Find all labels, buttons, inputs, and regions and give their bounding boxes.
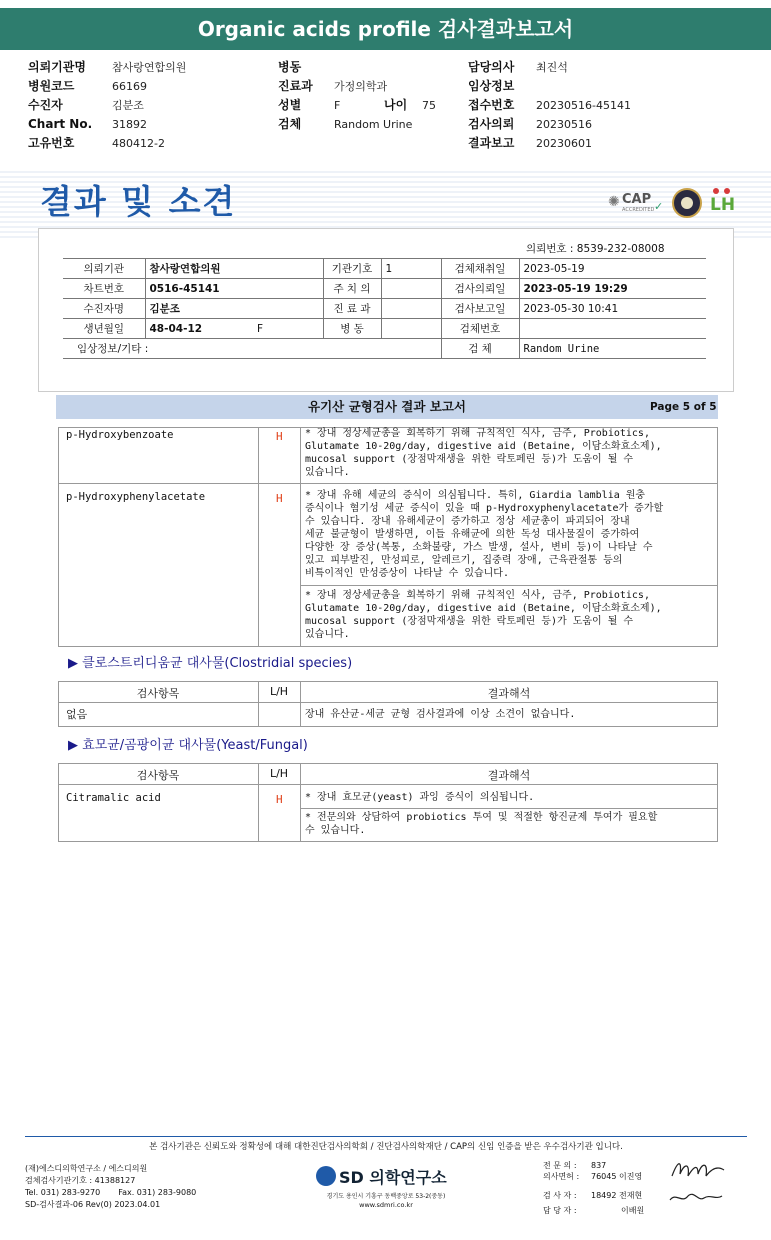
footer-center-logo [312, 1163, 460, 1211]
info-value: 김분조 [145, 299, 323, 319]
age-label: 나이 [384, 98, 408, 112]
report-banner-title: Organic acids profile 검사결과보고서 [0, 8, 771, 50]
column-header-item: 검사항목 [136, 769, 180, 782]
request-no-value: 8539-232-08008 [576, 243, 665, 255]
high-flag: H [276, 492, 283, 505]
footer-lab-name: (재)에스디의학연구소 / 에스디의원 [25, 1164, 148, 1173]
sig-value: 837 [591, 1161, 607, 1170]
cap-logo-sub: ACCREDITED [622, 207, 655, 213]
header-col2 [278, 56, 436, 132]
result-line: * 장내 정상세균총을 회복하기 위해 규칙적인 식사, 금주, Probiotics, [305, 428, 650, 439]
result-line: * 전문의와 상담하여 probiotics 투여 및 적절한 항진균제 투여가 필요할 [305, 812, 658, 823]
header-label: 임상정보 [468, 79, 515, 93]
age-value: 75 [422, 99, 436, 112]
info-value: 2023-05-19 [519, 259, 706, 279]
cap-logo [606, 190, 664, 216]
info-row [63, 319, 706, 339]
page-indicator: Page 5 of 5 [650, 401, 717, 413]
sd-logo-text: SD 의학연구소 [339, 1168, 447, 1187]
info-value [381, 279, 441, 299]
lab-logo-icon [709, 188, 735, 216]
table-divider [300, 808, 718, 809]
header-value: 20230516-45141 [536, 99, 631, 112]
header-col1 [28, 56, 186, 151]
header-label: 고유번호 [28, 136, 75, 150]
request-no-label: 의뢰번호 [526, 243, 567, 255]
result-line: 수 있습니다. 장내 유해세균이 증가하고 정상 세균총이 파괴되어 장내 [305, 516, 630, 527]
result-line: 있고 피부발진, 만성피로, 알레르기, 집중력 장애, 근육관절통 등의 [305, 555, 623, 566]
result-line: 수 있습니다. [305, 825, 366, 836]
result-line: 증식이나 혐기성 세균 증식이 있을 때 p-Hydroxyphenylacetate가 증가할 [305, 503, 664, 514]
info-label: 수진자명 [63, 299, 145, 319]
header-value: 20230516 [536, 118, 592, 131]
info-label: 검체채취일 [441, 259, 519, 279]
column-header-result: 결과해석 [487, 687, 531, 700]
header-value: F [334, 99, 341, 112]
result-line: 있습니다. [305, 467, 350, 478]
table-divider [58, 702, 718, 703]
info-label: 진 료 과 [323, 299, 381, 319]
footer-divider [25, 1136, 747, 1137]
info-row [63, 279, 706, 299]
result-line: 있습니다. [305, 629, 350, 640]
header-label: 접수번호 [468, 98, 515, 112]
result-line: * 장내 효모균(yeast) 과잉 증식이 의심됩니다. [305, 792, 535, 803]
lab-logo-text: LH [710, 195, 736, 215]
footer-doc-code: SD-검사결과-06 Rev(0) 2023.04.01 [25, 1200, 161, 1209]
column-header-result: 결과해석 [487, 769, 531, 782]
header-label: 검체 [278, 117, 302, 131]
info-label: 의뢰기관 [63, 259, 145, 279]
info-label: 검사보고일 [441, 299, 519, 319]
column-header-lh: L/H [269, 767, 289, 780]
header-value: 480412-2 [112, 137, 165, 150]
footer-signatures [543, 1160, 663, 1217]
header-label: 병동 [278, 60, 302, 74]
info-label: 검사의뢰일 [441, 279, 519, 299]
table-divider [258, 427, 259, 646]
column-header-lh: L/H [269, 685, 289, 698]
patient-info-table [63, 258, 706, 359]
info-value: 2023-05-19 19:29 [519, 279, 706, 299]
header-label: 병원코드 [28, 79, 75, 93]
result-line: mucosal support (장점막재생을 위한 락토페린 등)가 도움이 될 수 [305, 454, 634, 465]
header-label: 의뢰기관명 [28, 60, 86, 74]
info-label: 기관기호 [323, 259, 381, 279]
header-value: 66169 [112, 80, 147, 93]
footer-address: 경기도 용인시 기흥구 동백중앙로 53-2(중동) [326, 1193, 446, 1200]
footer-contact [25, 1187, 196, 1199]
sig-value: 이배원 [621, 1206, 645, 1215]
sig-value: 76045 이진영 [591, 1172, 643, 1181]
result-interpretation [305, 427, 715, 479]
header-label: 수진자 [28, 98, 63, 112]
info-value: 1 [381, 259, 441, 279]
header-label: 성별 [278, 98, 302, 112]
info-value: 48-04-12 [145, 319, 253, 339]
info-row [63, 259, 706, 279]
results-title: 결과 및 소견 [40, 182, 237, 221]
cap-check-icon: ✺ [608, 194, 620, 210]
info-value: F [253, 319, 323, 339]
table-divider [58, 784, 718, 785]
info-label: 검 체 [441, 339, 519, 359]
result-interpretation [305, 489, 715, 580]
info-value: 2023-05-30 10:41 [519, 299, 706, 319]
info-label: 병 동 [323, 319, 381, 339]
table-divider [300, 585, 718, 586]
info-row [63, 299, 706, 319]
info-label: 검체번호 [441, 319, 519, 339]
footer-left [25, 1163, 196, 1211]
high-flag: H [276, 793, 283, 806]
result-line: Glutamate 10-20g/day, digestive aid (Betaine, 이담소화효소제), [305, 441, 662, 452]
info-label: 임상정보/기타 : [63, 339, 381, 359]
header-value: 참사랑연합의원 [112, 61, 187, 74]
footer-fax: Fax. 031) 283-9080 [118, 1188, 197, 1197]
header-label: 진료과 [278, 79, 313, 93]
request-number: 의뢰번호 : 8539-232-08008 [526, 243, 665, 255]
result-line: 비특이적인 만성증상이 나타날 수 있습니다. [305, 568, 509, 579]
info-value [381, 299, 441, 319]
header-label: 담당의사 [468, 60, 515, 74]
header-value: 31892 [112, 118, 147, 131]
info-value: 0516-45141 [145, 279, 323, 299]
info-label: 생년월일 [63, 319, 145, 339]
sig-label: 검 사 자 : [543, 1191, 577, 1200]
table-row: p-Hydroxyphenylacetate [66, 491, 206, 503]
signature-image-2 [666, 1188, 726, 1208]
checkmark-icon: ✓ [654, 200, 664, 213]
header-label: Chart No. [28, 117, 93, 131]
cap-logo-text: CAP [622, 192, 652, 207]
seal-logo-icon [672, 188, 702, 218]
sig-label: 의사면허 : [543, 1172, 580, 1181]
footer-notice: 본 검사기관은 신뢰도와 정확성에 대해 대한진단검사의학회 / 진단검사의학재단 / CAP의 신임 인증을 받은 우수검사기관 입니다. [149, 1142, 623, 1152]
result-interpretation [305, 589, 715, 641]
info-value: Random Urine [519, 339, 706, 359]
result-line: 다양한 장 증상(복통, 소화불량, 가스 발생, 설사, 변비 등)이 나타날 수 [305, 542, 653, 553]
sig-value: 18492 전재현 [591, 1191, 643, 1200]
table-row: 없음 [66, 708, 88, 721]
header-value: Random Urine [334, 118, 413, 131]
sd-logo-icon [316, 1166, 336, 1186]
header-value: 김분조 [112, 99, 144, 112]
info-value [381, 319, 441, 339]
section-heading-yeast: ▶ 효모균/곰팡이균 대사물(Yeast/Fungal) [68, 738, 308, 753]
header-value: 최진석 [536, 61, 568, 74]
info-value [381, 339, 441, 359]
result-line: Glutamate 10-20g/day, digestive aid (Betaine, 이담소화효소제), [305, 603, 662, 614]
report-title: 유기산 균형검사 결과 보고서 [308, 399, 466, 414]
table-row: p-Hydroxybenzoate [66, 429, 174, 441]
result-line: 세균 불균형이 발생하면, 이들 유해균에 의한 독성 대사물질이 증가하여 [305, 529, 640, 540]
table-row: Citramalic acid [66, 792, 161, 804]
table-divider [58, 483, 718, 484]
result-interpretation [305, 811, 715, 837]
result-line: mucosal support (장점막재생을 위한 락토페린 등)가 도움이 될 수 [305, 616, 634, 627]
header-label: 검사의뢰 [468, 117, 515, 131]
footer-lab-code: 검체검사기관기호 : 41388127 [25, 1176, 136, 1185]
info-label: 차트번호 [63, 279, 145, 299]
info-row [63, 339, 706, 359]
result-line: * 장내 유해 세균의 증식이 의심됩니다. 특히, Giardia lamblia 원충 [305, 490, 646, 501]
header-value: 가정의학과 [334, 80, 388, 93]
high-flag: H [276, 430, 283, 443]
table-divider [300, 427, 301, 646]
signature-image-1 [668, 1156, 728, 1184]
result-line: * 장내 정상세균총을 회복하기 위해 규칙적인 식사, 금주, Probiotics, [305, 590, 650, 601]
info-value [519, 319, 706, 339]
column-header-item: 검사항목 [136, 687, 180, 700]
footer-website: www.sdmri.co.kr [359, 1201, 413, 1209]
section-heading-clostridia: ▶ 클로스트리디움균 대사물(Clostridial species) [68, 656, 353, 671]
footer-tel: Tel. 031) 283-9270 [25, 1188, 101, 1197]
sig-label: 담 당 자 : [543, 1206, 577, 1215]
header-col3 [468, 56, 631, 151]
sig-label: 전 문 의 : [543, 1161, 577, 1170]
header-value: 20230601 [536, 137, 592, 150]
header-label: 결과보고 [468, 136, 515, 150]
info-label: 주 치 의 [323, 279, 381, 299]
result-interpretation: 장내 유산균-세균 균형 검사결과에 이상 소견이 없습니다. [305, 709, 576, 720]
info-value: 참사랑연합의원 [145, 259, 323, 279]
